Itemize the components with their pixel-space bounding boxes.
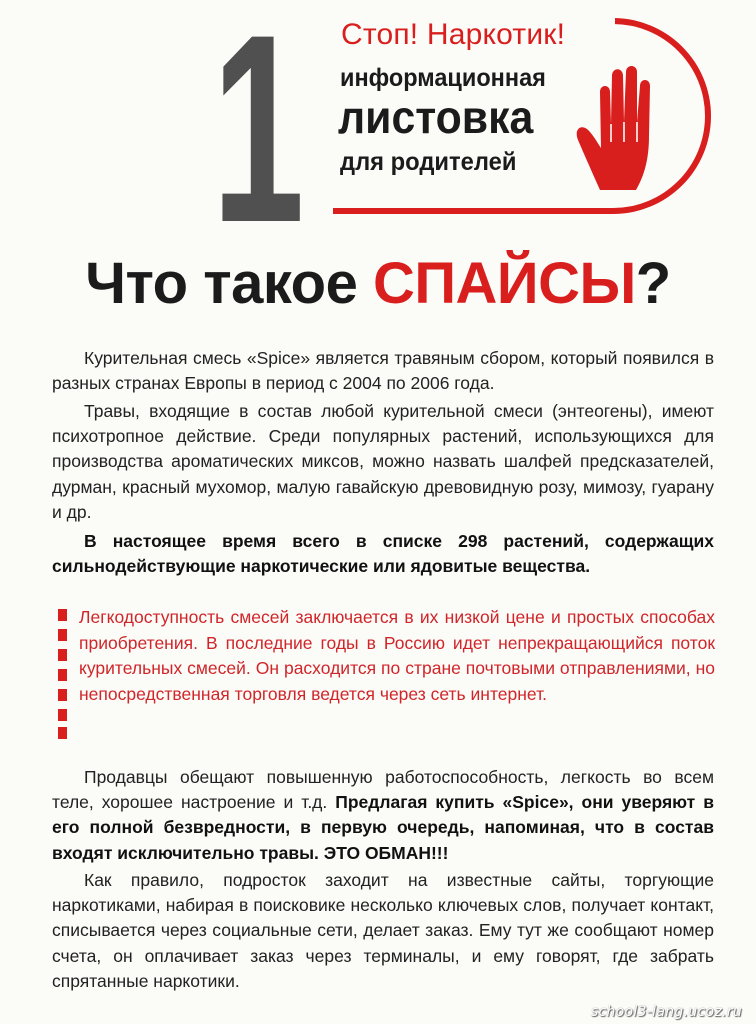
leaflet-number: 1 xyxy=(212,0,301,278)
stop-slogan: Стоп! Наркотик! xyxy=(341,18,566,51)
highlight-bar xyxy=(58,629,67,641)
sellers-warning: Предлагая купить «Spice», они уверяют в его полной безвредности, в первую очередь, напоминая, что в состав входят исключительно травы. ЭТО ОБМАН!!! xyxy=(52,792,714,863)
page-title xyxy=(0,250,756,317)
highlight-block xyxy=(58,605,718,739)
highlight-bar xyxy=(58,669,67,681)
highlight-bar xyxy=(58,649,67,661)
highlight-bar xyxy=(58,727,67,739)
header-line-3: для родителей xyxy=(340,148,517,176)
paragraph-herbs: Травы, входящие в состав любой курительной смеси (энтеогены), имеют психотропное действие. Среди популярных растений, использующихся для производства ароматических миксов, можно назвать шалфей предсказателей, дурман, красный мухомор, малую гавайскую древовидную розу, мимозу, гуарану и др. xyxy=(52,401,714,522)
paragraph-intro: Курительная смесь «Spice» является травяным сбором, который появился в разных странах Европы в период с 2004 по 2006 года. xyxy=(52,348,714,394)
highlight-bar xyxy=(58,709,67,721)
header-line-1: информационная xyxy=(340,64,546,92)
paragraph-plants-count: В настоящее время всего в списке 298 растений, содержащих сильнодействующие наркотические или ядовитые вещества. xyxy=(52,531,714,577)
title-prefix: Что такое xyxy=(85,251,373,316)
highlight-bar xyxy=(58,609,67,621)
stop-hand-icon xyxy=(570,62,680,192)
title-highlight: СПАЙСЫ xyxy=(372,251,636,316)
paragraph-purchase-process: Как правило, подросток заходит на известные сайты, торгующие наркотиками, набирая в поисковике несколько ключевых слов, получает контакт, списывается через социальные сети, делает заказ. Ему тут же сообщают номер счета, он оплачивает заказ через терминалы, и ему говорят, где забрать спрятанные наркотики. xyxy=(52,870,714,991)
sellers-text: Продавцы обещают повышенную работоспособность, легкость во всем теле, хорошее настроение и т.д. xyxy=(52,767,714,813)
header-line-2: листовка xyxy=(338,91,534,143)
highlight-bars xyxy=(58,609,67,739)
title-suffix: ? xyxy=(635,251,671,316)
site-watermark: school3-lang.ucoz.ru xyxy=(590,1004,742,1020)
paragraph-sellers xyxy=(52,765,714,866)
paragraph-availability: Легкодоступность смесей заключается в их низкой цене и простых способах приобретения. В последние годы в Россию идет непрекращающийся поток курительных смесей. Он расходится по стране почтовыми отправлениями, но непосредственная торговля ведется через сеть интернет. xyxy=(79,607,715,705)
highlight-bar xyxy=(58,689,67,701)
